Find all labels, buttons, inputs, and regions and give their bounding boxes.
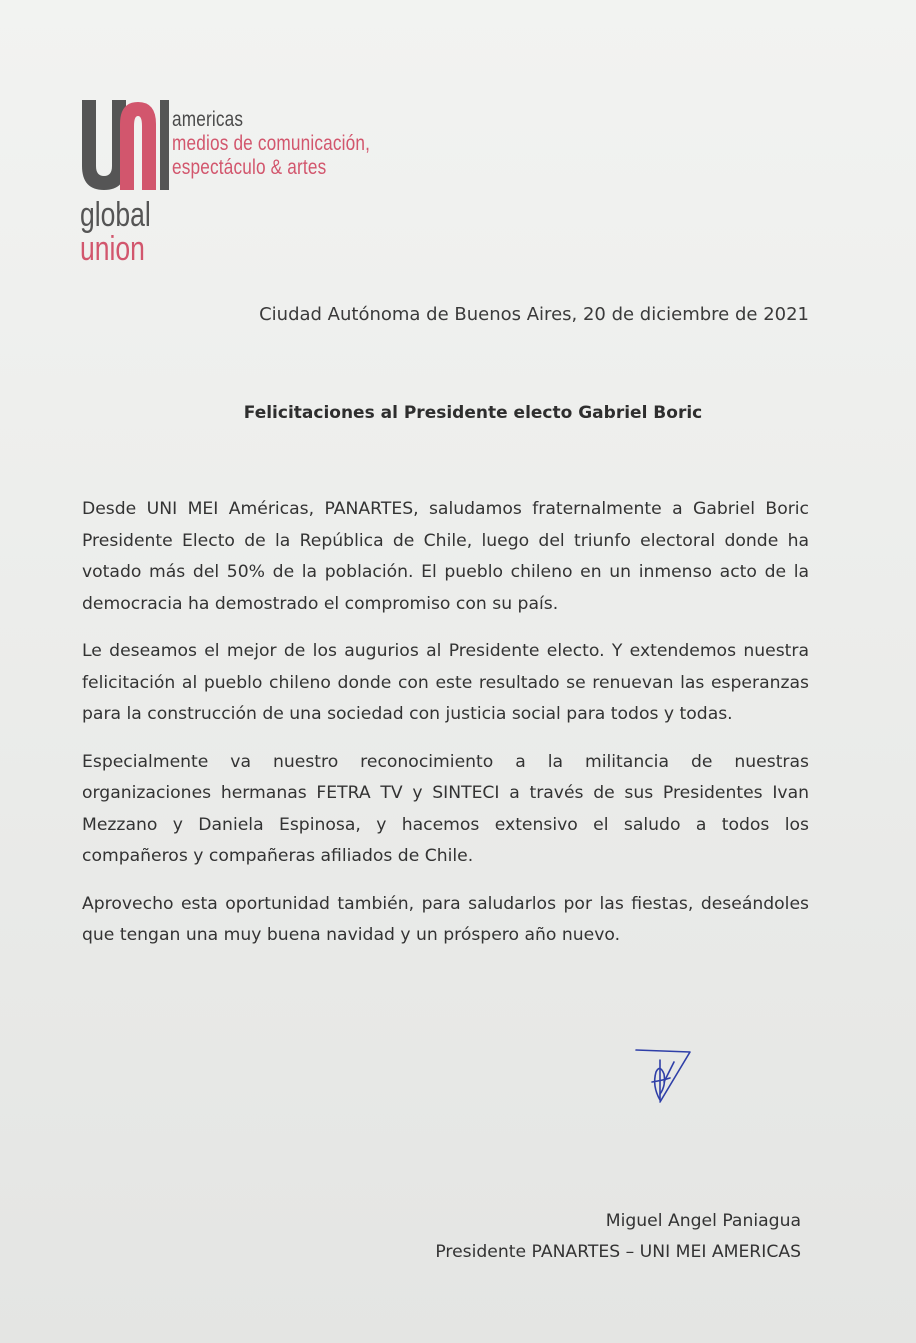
body-paragraph-1: Desde UNI MEI Américas, PANARTES, saludamos fraternalmente a Gabriel Boric Presidente Electo de la República de Chile, luego del triunfo electoral donde ha votado más del 50% de la población. El pueblo chileno en un inmenso acto de la democracia ha demostrado el compromiso con su país. — [82, 499, 809, 614]
logo-union-text: union — [80, 230, 145, 268]
letter-subject: Felicitaciones al Presidente electo Gabriel Boric — [243, 403, 703, 423]
uni-logo-mark — [80, 100, 170, 192]
body-paragraph-4: Aprovecho esta oportunidad también, para saludarlos por las fiestas, deseándoles que tengan una muy buena navidad y un próspero año nuevo. — [82, 893, 809, 945]
logo-tagline-line-2: medios de comunicación, — [172, 132, 371, 155]
handwritten-signature — [630, 1042, 710, 1112]
signer-name: Miguel Angel Paniagua — [605, 1211, 801, 1231]
logo-tagline-line-1: americas — [172, 108, 244, 131]
signer-block — [435, 1206, 801, 1268]
logo-tagline — [172, 108, 370, 180]
body-paragraph-2: Le deseamos el mejor de los augurios al Presidente electo. Y extendemos nuestra felicitación al pueblo chileno donde con este resultado se renuevan las esperanzas para la construcción de una sociedad con justicia social para todos y todas. — [82, 641, 809, 724]
signer-title: Presidente PANARTES – UNI MEI AMERICAS — [435, 1242, 801, 1262]
logo-global-text: global — [80, 196, 151, 234]
logo-tagline-line-3: espectáculo & artes — [172, 156, 327, 179]
uni-global-union-logo — [80, 100, 420, 270]
body-paragraph-3: Especialmente va nuestro reconocimiento a la militancia de nuestras organizaciones hermanas FETRA TV y SINTECI a través de sus Presidentes Ivan Mezzano y Daniela Espinosa, y hacemos extensivo el saludo a todos los compañeros y compañeras afiliados de Chile. — [82, 751, 809, 866]
letter-body — [82, 494, 809, 968]
place-and-date: Ciudad Autónoma de Buenos Aires, 20 de diciembre de 2021 — [259, 304, 809, 325]
